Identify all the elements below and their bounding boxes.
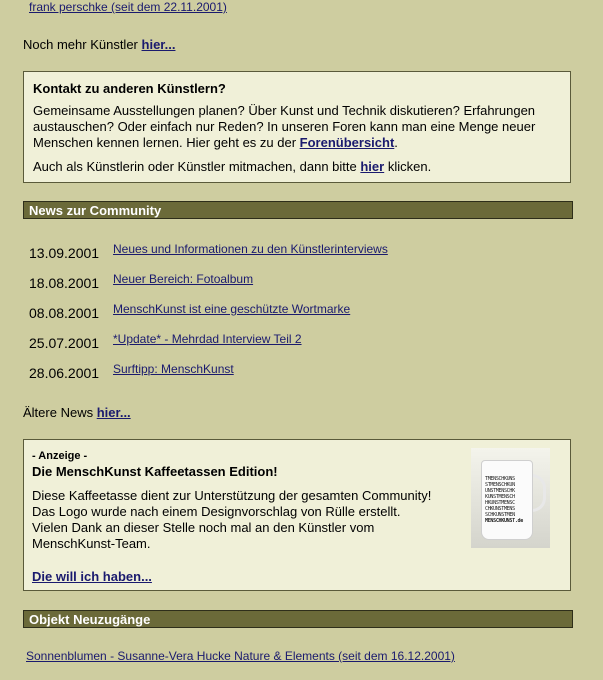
news-date: 08.08.2001 <box>29 305 100 321</box>
news-link[interactable]: MenschKunst ist eine geschützte Wortmarke <box>113 302 351 316</box>
contact-box-title: Kontakt zu anderen Künstlern? <box>33 81 226 96</box>
contact-line-1: Gemeinsame Ausstellungen planen? Über Kunst und Technik diskutieren? Erfahrungen <box>33 103 536 118</box>
buy-mug-link[interactable]: Die will ich haben... <box>32 569 152 584</box>
mug-logo-line: MENSCHKUNST.de <box>485 518 523 524</box>
ad-tag: - Anzeige - <box>32 450 88 462</box>
mug-logo-line: STMENSCHKUN <box>485 482 515 488</box>
older-news-link[interactable]: hier... <box>96 405 131 420</box>
more-artists-link[interactable]: hier... <box>141 37 176 52</box>
news-date: 18.08.2001 <box>29 275 100 291</box>
ad-text <box>32 488 431 552</box>
news-link[interactable]: *Update* - Mehrdad Interview Teil 2 <box>113 332 302 346</box>
join-here-link[interactable]: hier <box>360 159 385 174</box>
ad-line-1: Diese Kaffeetasse dient zur Unterstützung der gesamten Community! <box>32 488 432 503</box>
more-artists-line <box>23 37 175 52</box>
mug-logo-line: UNSTMENSCHK <box>485 488 515 494</box>
join-post-text: klicken. <box>387 159 432 174</box>
ad-line-2: Das Logo wurde nach einem Designvorschlag von Rülle erstellt. <box>32 504 401 519</box>
ad-title: Die MenschKunst Kaffeetassen Edition! <box>32 464 278 479</box>
ad-line-4: MenschKunst-Team. <box>32 536 151 551</box>
contact-line-3-period: . <box>394 135 398 150</box>
coffee-mug-image[interactable] <box>471 448 550 548</box>
contact-line-2: austauschen? Oder einfach nur Reden? In unseren Foren kann man eine Menge neuer <box>33 119 536 134</box>
older-news-text: Ältere News <box>23 405 94 420</box>
news-date: 13.09.2001 <box>29 245 100 261</box>
older-news-line <box>23 405 131 420</box>
more-artists-text: Noch mehr Künstler <box>23 37 138 52</box>
mug-logo-line: KUNSTMENSCH <box>485 494 515 500</box>
news-date: 28.06.2001 <box>29 365 100 381</box>
join-pre-text: Auch als Künstlerin oder Künstler mitmachen, dann bitte <box>33 159 357 174</box>
mug-logo-line: CHKUNSTMENS <box>485 506 515 512</box>
news-link[interactable]: Surftipp: MenschKunst <box>113 362 234 376</box>
news-date: 25.07.2001 <box>29 335 100 351</box>
mug-logo-text <box>485 476 529 524</box>
join-line <box>33 159 431 174</box>
forum-overview-link[interactable]: Forenübersicht <box>299 135 395 150</box>
artist-link-frank-perschke[interactable]: frank perschke (seit dem 22.11.2001) <box>29 0 227 14</box>
mug-logo-line: HKUNSTMENSC <box>485 500 515 506</box>
contact-line-3 <box>33 135 535 151</box>
ad-line-3: Vielen Dank an dieser Stelle noch mal an den Künstler vom <box>32 520 375 535</box>
contact-box <box>23 71 571 183</box>
news-link[interactable]: Neues und Informationen zu den Künstlerinterviews <box>113 242 388 256</box>
new-object-link[interactable]: Sonnenblumen - Susanne-Vera Hucke Nature & Elements (seit dem 16.12.2001) <box>26 649 455 663</box>
news-section-header: News zur Community <box>23 201 573 219</box>
news-link[interactable]: Neuer Bereich: Fotoalbum <box>113 272 254 286</box>
contact-line-3-text: Menschen kennen lernen. Hier geht es zu der <box>33 135 297 150</box>
mug-logo-line: SCHKUNSTMEN <box>485 512 515 518</box>
objects-section-header: Objekt Neuzugänge <box>23 610 573 628</box>
contact-box-text <box>33 103 535 151</box>
mug-logo-line: TMENSCHKUNS <box>485 476 515 482</box>
